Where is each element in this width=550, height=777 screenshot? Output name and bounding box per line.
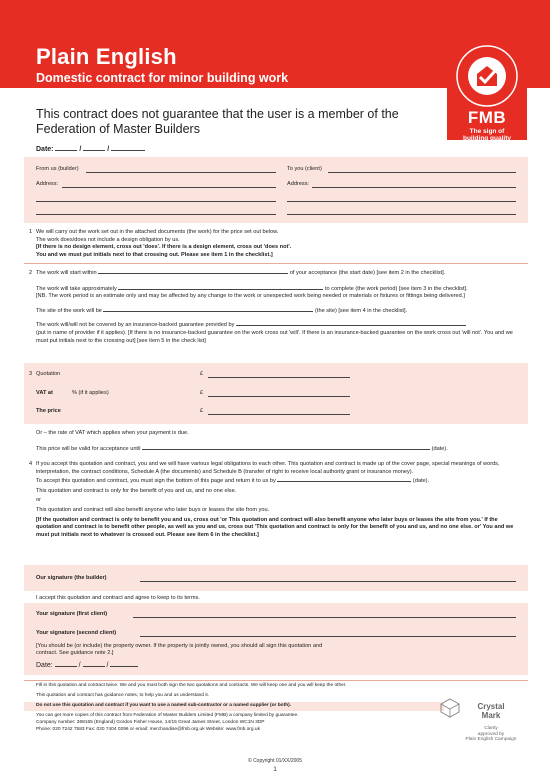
site-field[interactable] [103, 311, 313, 312]
section-4-benefit-us: This quotation and contract is only for the benefit of you and us, and no one else. [36, 487, 237, 494]
start-label-end: of your acceptance (the start date) [see item 2 in the checklist]. [289, 270, 446, 276]
crystal-mark-label [455, 702, 527, 720]
builder-signature-text: Our signature (the builder) [36, 575, 107, 581]
tagline-line-2: building quality [462, 135, 512, 142]
section-1-instruction-1: [If there is no design element, cross out 'does'. If there is a design element, cross out 'does not'. [36, 244, 292, 251]
membership-notice: This contract does not guarantee that the user is a member of the Federation of Master Builders [36, 107, 399, 136]
section-1 [29, 229, 516, 259]
signature-day-field[interactable] [55, 666, 77, 667]
signature-date-label: Date: [36, 662, 53, 669]
approval-line-3: Plain English Campaign [465, 737, 517, 743]
section-4-or: or [36, 497, 41, 504]
date-month-field[interactable] [83, 150, 105, 151]
second-client-label [36, 630, 116, 636]
copyright: © Copyright 01/XX/2005 [248, 758, 302, 764]
work-period-note: [NB. The work period is an estimate only and may be affected by any change to the work or unexpected work being needed or materials or fixtures or fittings being delivered.] [36, 293, 465, 300]
fmb-logo [447, 40, 527, 140]
second-client-text: Your signature (second client) [36, 630, 117, 636]
builder-address-label: Address: [36, 181, 59, 187]
return-label-end: (date). [412, 478, 430, 485]
signature-date-row: Date: / / [36, 662, 138, 669]
insurance-note: (put in name of provider if it applies). [If there is no insurance-backed guarantee on the work cross out 'will'. If there is an insurance-backed guarantee on the work cross out 'will not'. You and we must put initials next to the crossing out] [see item 5 in the check list] [36, 329, 513, 344]
validity-date-field[interactable] [142, 449, 430, 450]
vat-label: VAT at [36, 390, 53, 396]
builder-signature-field[interactable] [140, 581, 516, 582]
vat-rate-note [36, 430, 516, 453]
first-client-label [36, 611, 107, 617]
validity-label-end: (date). [431, 445, 448, 452]
footer-address: Company number: 368165 (England) Gordon Fisher House, 14/15 Great James Street, London WC1N 3DP [36, 720, 265, 725]
client-address-field-2[interactable] [287, 201, 516, 202]
footer-copies-note: Fill in this quotation and contract twice. We and you must both sign the two quotations and contracts. We will keep one and you will keep the other. [36, 683, 347, 688]
section-1-line-1: We will carry out the work set out in the attached documents (the work) for the price set out below. [36, 229, 279, 235]
currency-symbol: £ [200, 390, 204, 396]
work-period-label-end: to complete (the work period) [see item 3 in the checklist]. [324, 285, 468, 292]
currency-symbol: £ [200, 408, 204, 414]
builder-label: From us (builder) [36, 166, 79, 172]
site-label-end: (the site) [see item 4 in the checklist]. [315, 307, 408, 314]
date-day-field[interactable] [55, 150, 77, 151]
builder-address-field-2[interactable] [36, 201, 276, 202]
acceptance-statement: I accept this quotation and contract and agree to keep to its terms. [36, 595, 200, 601]
insurance-provider-field[interactable] [236, 325, 466, 326]
validity-label: This price will be valid for acceptance until [36, 445, 141, 452]
crystal-approval [455, 726, 527, 743]
start-label: The work will start within [36, 270, 97, 276]
crystal-mark-line-1: Crystal [477, 702, 505, 711]
client-name-field[interactable] [328, 172, 516, 173]
footer-divider [24, 680, 528, 681]
work-period-label: The work will take approximately [36, 285, 117, 292]
section-number: 4 [29, 461, 33, 467]
fmb-tagline [447, 128, 527, 142]
section-4 [29, 461, 516, 539]
page-number: 1 [273, 766, 277, 773]
divider [24, 263, 528, 264]
footer-contact: Phone: 020 7242 7583 Fax: 020 7404 0296 or email: merchandise@fmb.org.uk Website: www.fmb.org.uk [36, 727, 260, 732]
quotation-amount-field[interactable] [208, 377, 350, 378]
site-label: The site of the work will be [36, 307, 102, 314]
date-year-field[interactable] [111, 150, 145, 151]
section-4-benefit-buyers: This quotation and contract will also benefit anyone who later buys or leases the site from you. [36, 506, 270, 513]
fmb-badge-icon [455, 44, 519, 108]
section-2 [29, 270, 516, 345]
builder-address-field-1[interactable] [62, 187, 276, 188]
section-1-instruction-2: You and we must put initials next to that crossing out. Please see item 1 in the checklist.] [36, 251, 273, 258]
builder-address-field-3[interactable] [36, 214, 276, 215]
vat-rate-text: Or – the rate of VAT which applies when your payment is due. [36, 430, 189, 436]
section-number: 1 [29, 229, 33, 235]
start-period-field[interactable] [98, 273, 288, 274]
section-4-instruction: [If the quotation and contract is only to benefit you and us, cross out 'or This quotation and contract will also benefit anyone who later buys or leases the site from you.' If the quotation and contract is to benefit other people, as well as you and us, cross out 'This quotation and contract is only for the benefit of you and us, and no one else. or' You and we must put initials next to whatever is crossed out. Please see item 6 in the checklist.] [36, 516, 514, 538]
work-period-field[interactable] [118, 289, 323, 290]
client-label: To you (client) [287, 166, 322, 172]
document-subtitle: Domestic contract for minor building work [36, 71, 289, 85]
signature-year-field[interactable] [110, 666, 138, 667]
insurance-label: The work will/will not be covered by an insurance-backed guarantee provided by [36, 322, 235, 329]
document-title: Plain English [36, 44, 177, 69]
client-address-field-1[interactable] [312, 187, 516, 188]
return-label: To accept this quotation and contract, you must sign the bottom of this page and return it to us by [36, 478, 276, 485]
date-row: Date: / / [36, 146, 145, 153]
date-label: Date: [36, 146, 54, 153]
section-1-line-2: The work does/does not include a design obligation by us. [36, 236, 180, 243]
first-client-signature-field[interactable] [133, 617, 516, 618]
approval-line-1: Clarity [484, 726, 498, 731]
price-label: The price [36, 408, 61, 414]
footer-copies-info: You can get more copies of this contract from Federation of Master Builders Limited (FMB) a company limited by guarantee. [36, 713, 299, 718]
signature-month-field[interactable] [83, 666, 105, 667]
section-number: 2 [29, 270, 33, 276]
second-client-signature-field[interactable] [140, 636, 516, 637]
vat-rate-label: % (if it applies) [72, 390, 109, 396]
fmb-name: FMB [467, 108, 507, 127]
currency-symbol: £ [200, 371, 204, 377]
footer-guidance-note: This quotation and contract has guidance notes, to help you and us understand it. [36, 693, 210, 698]
section-number: 3 [29, 371, 33, 377]
builder-signature-label [36, 575, 107, 581]
return-date-field[interactable] [277, 481, 411, 482]
tagline-line-1: The sign of [469, 128, 505, 135]
client-address-field-3[interactable] [287, 214, 516, 215]
joint-owner-note: [You should be (or include) the property owner. If the property is jointly owned, you should all sign this quotation and contract. See guidance note 2.] [36, 643, 323, 657]
client-address-label: Address: [287, 181, 310, 187]
quotation-label: Quotation [36, 371, 61, 377]
first-client-text: Your signature (first client) [36, 611, 108, 617]
price-amount-field[interactable] [208, 414, 350, 415]
builder-name-field[interactable] [86, 172, 276, 173]
crystal-mark-line-2: Mark [481, 711, 501, 720]
footer-warning: Do not use this quotation and contract if you want to use a named sub-contractor or a named supplier (or both). [36, 703, 292, 708]
vat-amount-field[interactable] [208, 396, 350, 397]
section-4-paragraph-1: If you accept this quotation and contract, you and we will have various legal obligations to each other. This quotation and contract is made up of the cover page, special meanings of words, interpretation, the contract conditions, Schedule A (the documents) and Schedule B (transfer of right to receive local authority grant or insurance money). [36, 461, 500, 475]
approval-line-2: approved by [477, 731, 505, 737]
